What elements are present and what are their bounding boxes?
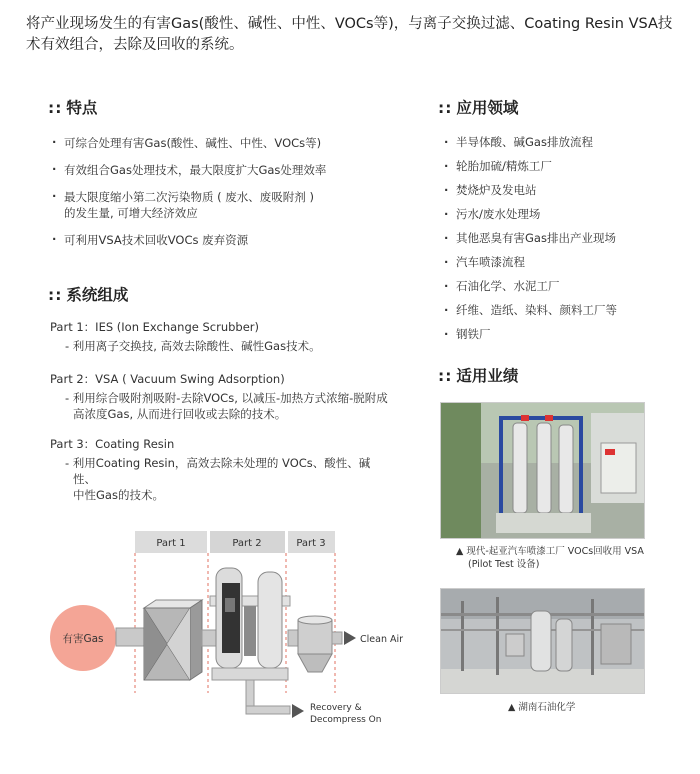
mid-duct — [202, 630, 216, 646]
applications-title: 应用领域 — [456, 99, 519, 117]
exit-pipe — [332, 632, 342, 644]
list-item: · 可利用VSA技术回收VOCs 废弃资源 — [52, 232, 412, 248]
part1-heading: Part 1：IES (Ion Exchange Scrubber) — [50, 320, 260, 334]
heading-dots: :: — [48, 286, 63, 304]
list-item: · 汽车喷漆流程 — [444, 255, 684, 270]
list-item-continuation — [52, 205, 412, 221]
part2-heading: Part 2：VSA ( Vacuum Swing Adsorption) — [50, 372, 285, 386]
features-heading — [48, 96, 97, 118]
vsa-pilot-photo — [440, 402, 645, 539]
gas-input-label: 有害Gas — [62, 633, 104, 645]
results-heading — [438, 364, 518, 386]
list-item: · 焚烧炉及发电站 — [444, 183, 684, 198]
part3-heading: Part 3：Coating Resin — [50, 437, 175, 451]
list-item: · 轮胎加硫/精炼工厂 — [444, 159, 684, 174]
system-title: 系统组成 — [66, 286, 129, 304]
heading-dots: :: — [438, 367, 453, 385]
list-item: · 纤维、造纸、染料、颜料工厂等 — [444, 303, 684, 318]
results-title: 适用业绩 — [456, 367, 519, 385]
vsa-unit — [210, 568, 290, 714]
list-item: · 最大限度缩小第二次污染物质 ( 废水、废吸附剂 ) — [52, 189, 412, 205]
inlet-duct — [116, 628, 146, 646]
photo1-caption — [456, 545, 676, 571]
recovery-label-1: Recovery & — [310, 703, 362, 713]
intro-text: 将产业现场发生的有害Gas(酸性、碱性、中性、VOCs等)，与离子交换过滤、Coating Resin VSA技术有效组合，去除及回收的系统。 — [26, 16, 673, 53]
photo1-caption-line2: (Pilot Test 设备) — [468, 559, 540, 570]
list-item: · 半导体酸、碱Gas排放流程 — [444, 135, 684, 150]
part1-label: Part 1 — [156, 538, 186, 549]
part2-label: Part 2 — [232, 538, 262, 549]
part2-desc: - 利用综合吸附剂吸附-去除VOCs, 以减压-加热方式浓缩-脱附成 — [65, 391, 388, 405]
petrochemical-photo — [440, 588, 645, 694]
photo1-caption-line1: ▲ 现代-起亚汽车喷漆工厂 VOCs回收用 VSA — [456, 546, 644, 557]
recovery-label-2: Decompress On — [310, 715, 382, 725]
heading-dots: :: — [438, 99, 453, 117]
list-item: · 有效组合Gas处理技术，最大限度扩大Gas处理效率 — [52, 162, 412, 178]
list-item-line2: 的发生量, 可增大经济效应 — [64, 206, 198, 220]
heading-dots: :: — [48, 99, 63, 117]
process-diagram — [40, 528, 420, 728]
list-item: · 钢铁厂 — [444, 327, 684, 342]
part3-label: Part 3 — [296, 538, 326, 549]
clean-air-label: Clean Air — [360, 634, 404, 645]
recovery-arrow-icon — [292, 704, 304, 718]
system-parts — [50, 319, 390, 503]
coating-resin-vessel — [298, 616, 332, 672]
part3-desc-line2: 中性Gas的技术。 — [73, 488, 164, 502]
part2-desc-line2: 高浓度Gas, 从而进行回收或去除的技术。 — [73, 407, 287, 421]
part3-desc: - 利用Coating Resin，高效去除未处理的 VOCs、酸性、碱性、 — [65, 456, 371, 486]
photo2-caption: ▲ 湖南石油化学 — [508, 702, 576, 713]
ies-scrubber — [144, 600, 202, 680]
list-item: · 石油化学、水泥工厂 — [444, 279, 684, 294]
system-heading — [48, 283, 128, 305]
part1-desc: - 利用离子交换技, 高效去除酸性、碱性Gas技术。 — [65, 339, 321, 353]
applications-list — [444, 135, 684, 342]
list-item: · 污水/废水处理场 — [444, 207, 684, 222]
features-list — [52, 135, 412, 248]
list-item: · 可综合处理有害Gas(酸性、碱性、中性、VOCs等) — [52, 135, 412, 151]
clean-air-arrow-icon — [344, 631, 356, 645]
features-title: 特点 — [66, 99, 98, 117]
applications-heading — [438, 96, 518, 118]
list-item: · 其他恶臭有害Gas排出产业现场 — [444, 231, 684, 246]
